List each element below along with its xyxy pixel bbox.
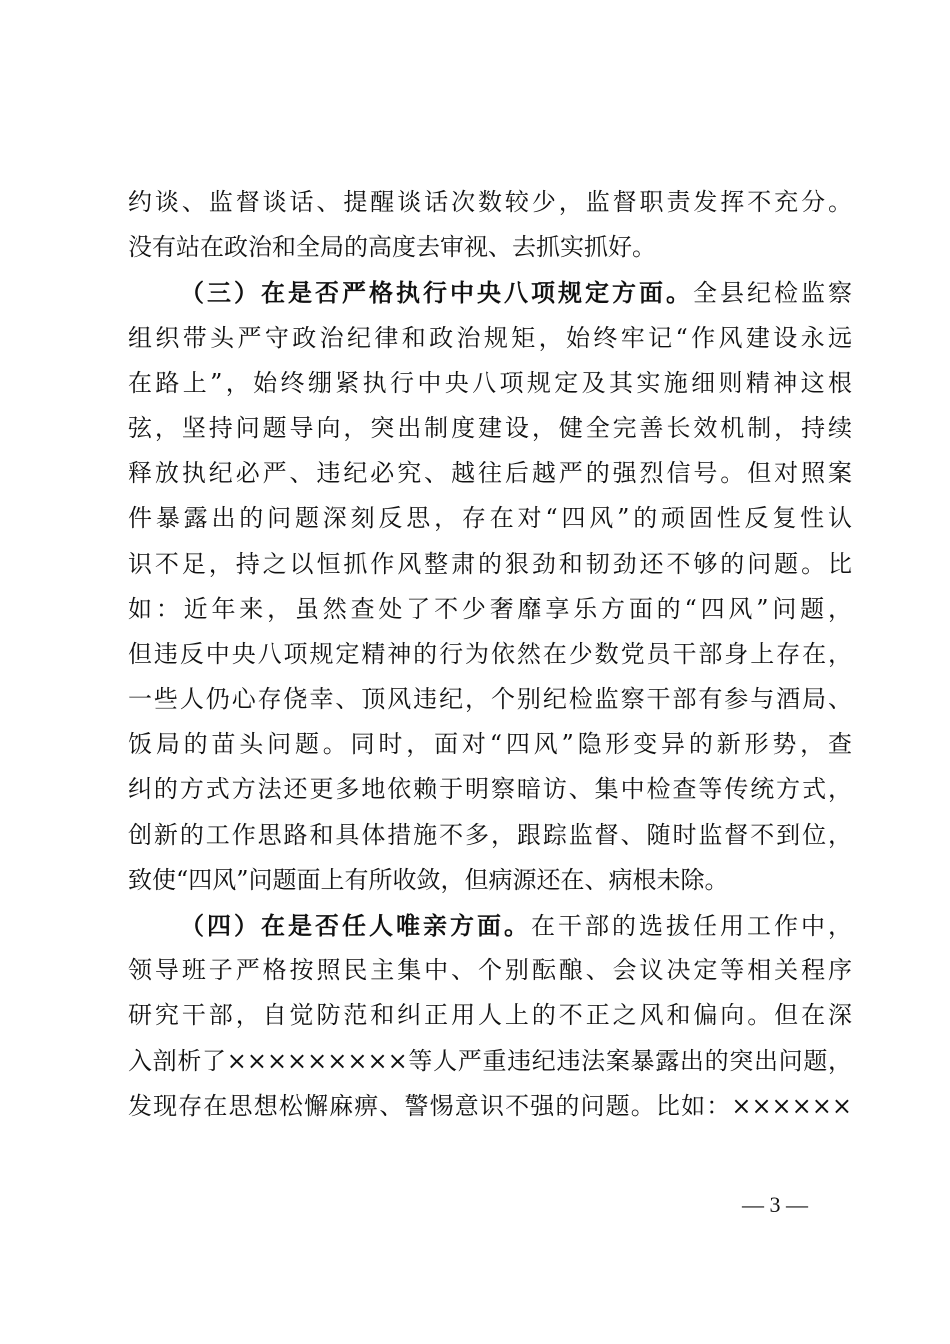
text-line: 识不足，持之以恒抓作风整肃的狠劲和韧劲还不够的问题。比	[128, 549, 852, 578]
section-three-first-line-text: 全县纪检监察	[693, 279, 852, 308]
page-number: — 3 —	[742, 1192, 808, 1217]
text-line: 释放执纪必严、违纪必究、越往后越严的强烈信号。但对照案	[128, 459, 852, 488]
document-body	[128, 180, 852, 1129]
text-line: 约谈、监督谈话、提醒谈话次数较少，监督职责发挥不充分。	[128, 188, 852, 216]
text-line: 领导班子严格按照民主集中、个别酝酿、会议决定等相关程序	[128, 956, 852, 985]
text-line: 件暴露出的问题深刻反思，存在对“四风”的顽固性反复性认	[128, 504, 852, 533]
text-line: 如：近年来，虽然查处了不少奢靡享乐方面的“四风”问题，	[128, 594, 852, 623]
section-four-first-line	[128, 903, 852, 948]
section-three-first-line	[128, 270, 852, 315]
text-line: 创新的工作思路和具体措施不多，跟踪监督、随时监督不到位，	[128, 820, 852, 849]
section-three-heading: （三）在是否严格执行中央八项规定方面。	[180, 278, 693, 308]
text-line: 入剖析了×××××××××等人严重违纪违法案暴露出的突出问题，	[128, 1046, 852, 1075]
text-line: 发现存在思想松懈麻痹、警惕意识不强的问题。比如：××××××	[128, 1091, 852, 1120]
text-line: 纠的方式方法还更多地依赖于明察暗访、集中检查等传统方式，	[128, 775, 852, 804]
text-line: 没有站在政治和全局的高度去审视、去抓实抓好。	[128, 233, 656, 262]
text-line: 饭局的苗头问题。同时，面对“四风”隐形变异的新形势，查	[128, 730, 852, 759]
text-line: 一些人仍心存侥幸、顶风违纪，个别纪检监察干部有参与酒局、	[128, 685, 852, 714]
text-line: 致使“四风”问题面上有所收敛，但病源还在、病根未除。	[128, 865, 729, 894]
section-four-first-line-text: 在干部的选拔任用工作中，	[531, 912, 852, 940]
text-line: 组织带头严守政治纪律和政治规矩，始终牢记“作风建设永远	[128, 323, 852, 352]
text-line: 弦，坚持问题导向，突出制度建设，健全完善长效机制，持续	[128, 413, 852, 442]
text-line: 在路上”，始终绷紧执行中央八项规定及其实施细则精神这根	[128, 368, 852, 397]
section-four-heading: （四）在是否任人唯亲方面。	[180, 911, 531, 940]
text-line: 研究干部，自觉防范和纠正用人上的不正之风和偏向。但在深	[128, 1001, 852, 1030]
text-line: 但违反中央八项规定精神的行为依然在少数党员干部身上存在，	[128, 639, 852, 668]
